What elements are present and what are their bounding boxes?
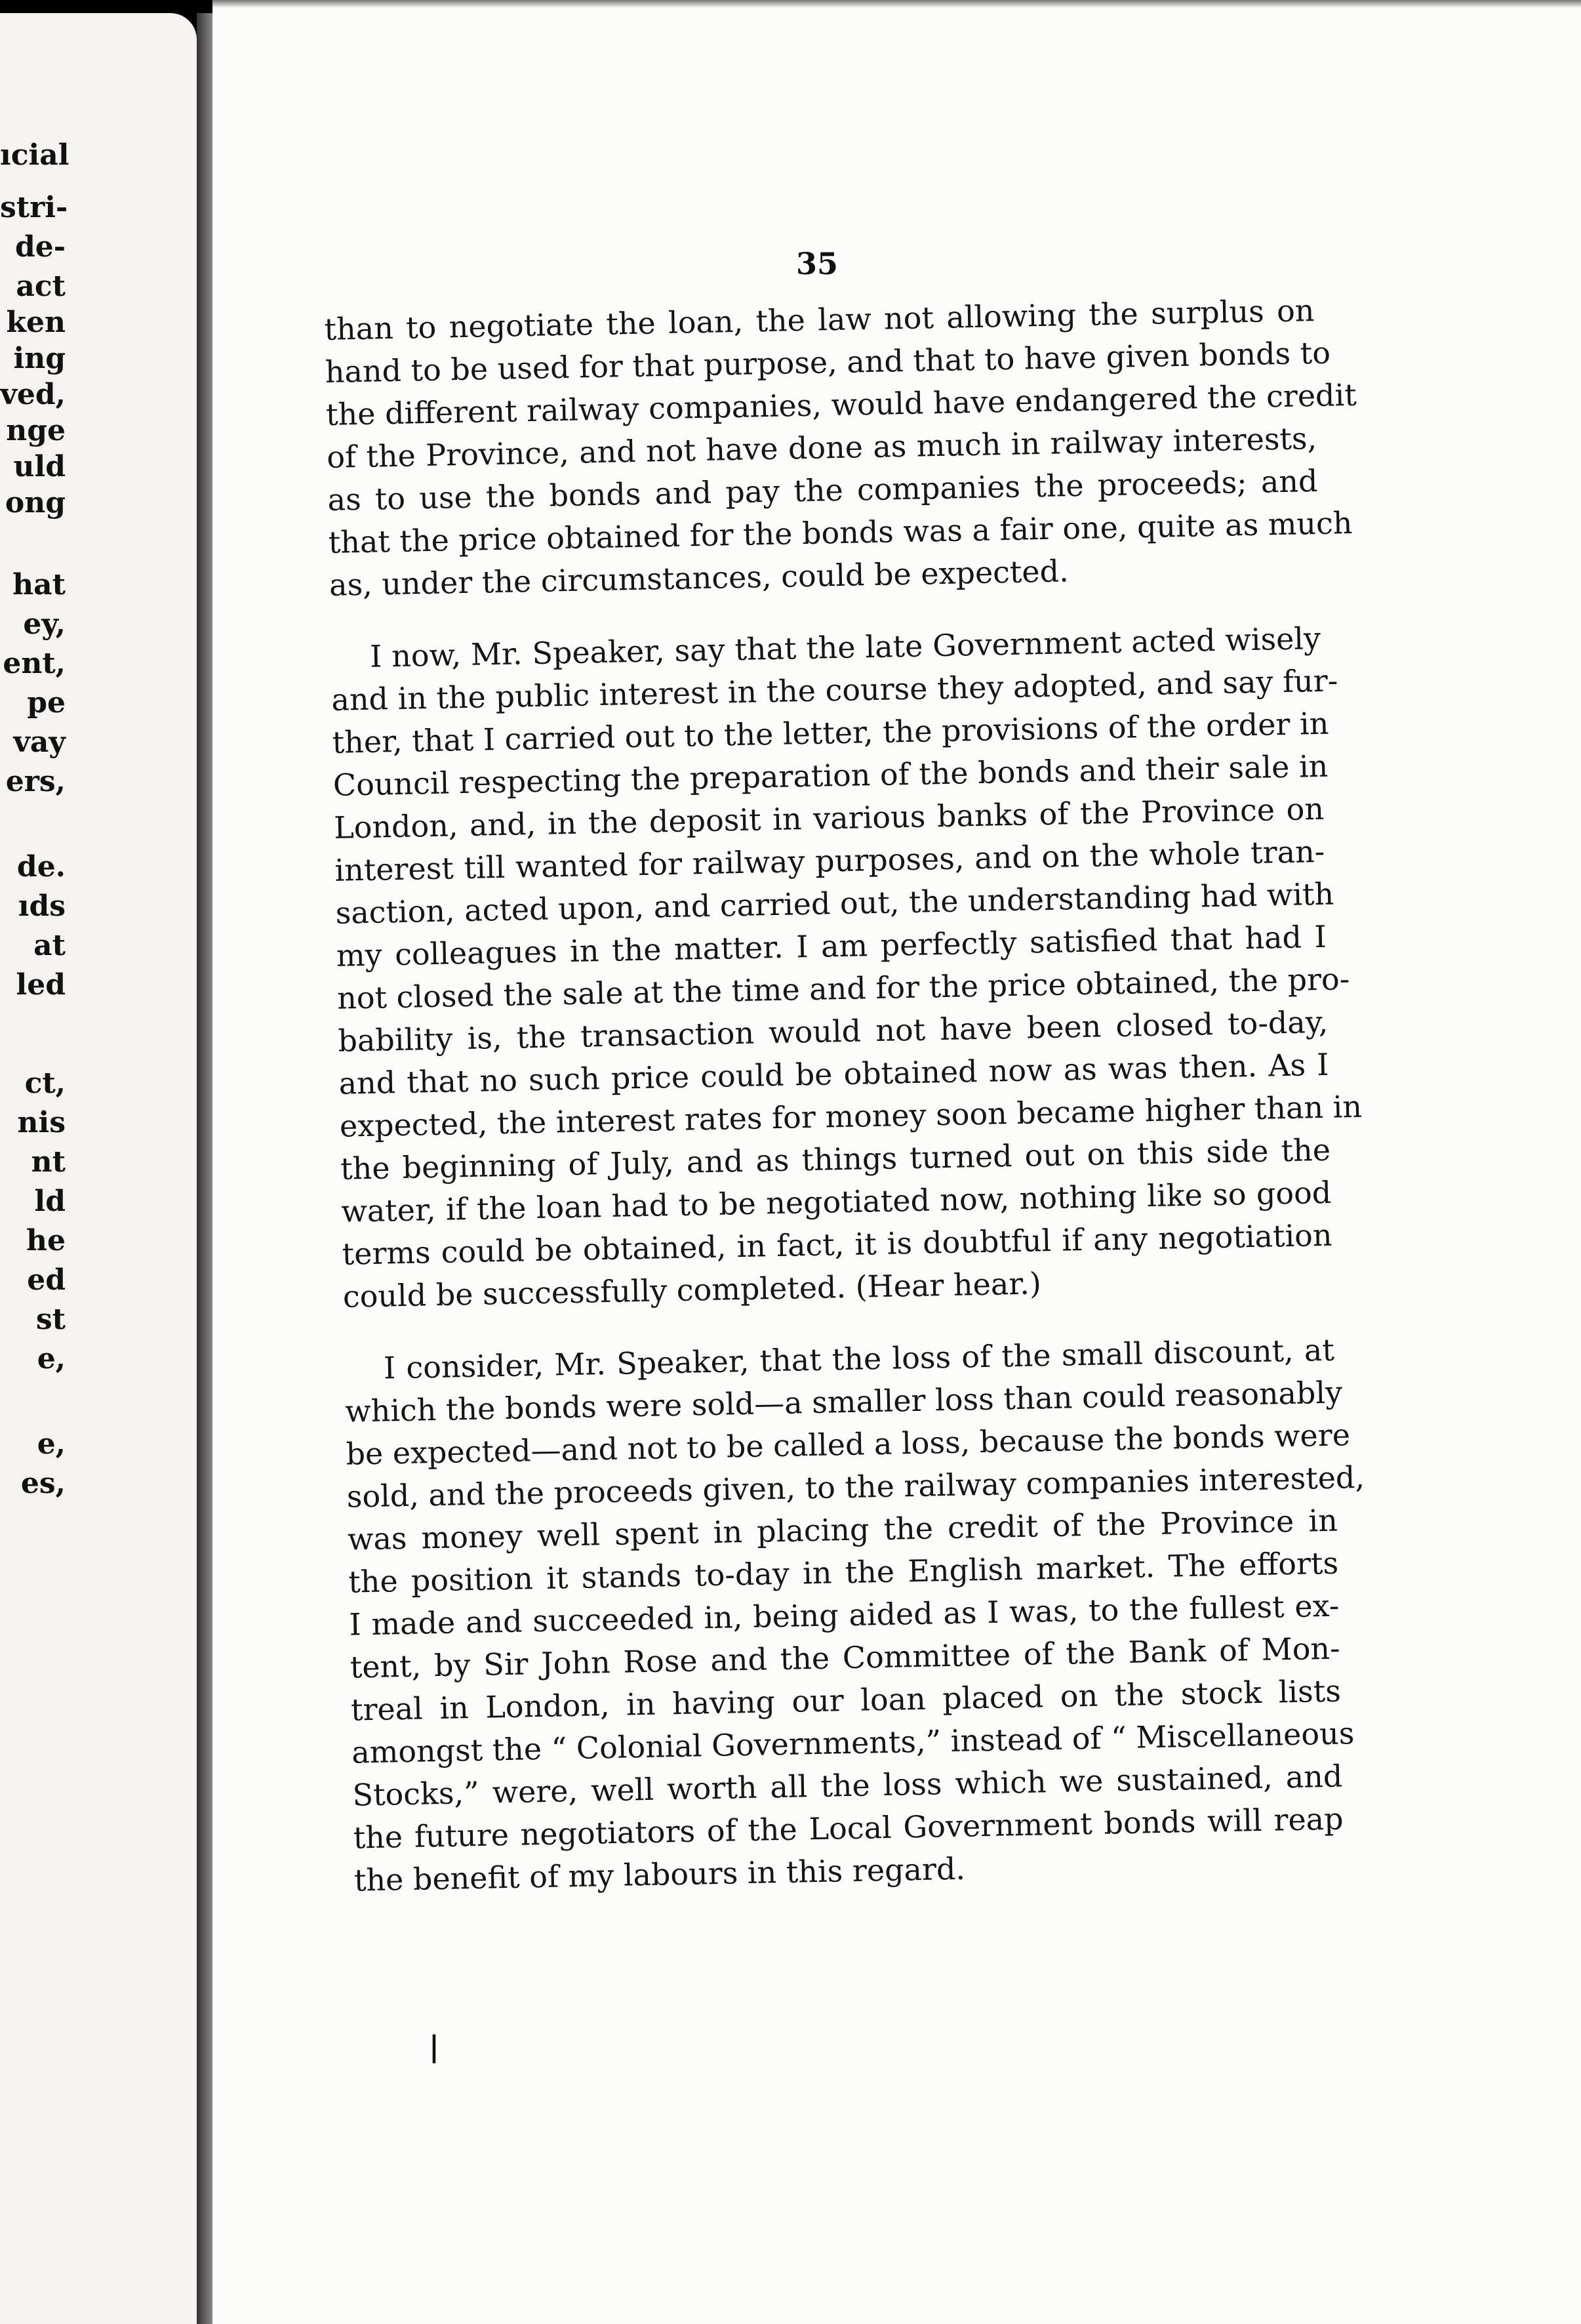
text-line: hand to be used for that purpose, and that to have given bonds to [325,335,1331,390]
facing-page-fragment: ıcial [0,138,70,172]
text-line: the position it stands to-day in the English market. The efforts [348,1545,1339,1600]
facing-page-fragment: act [16,270,66,303]
paragraph [324,285,1562,607]
page-top-shadow [212,0,1581,8]
facing-page-fragment: nis [17,1106,66,1139]
text-line: treal in London, in having our loan placed on the stock lists [350,1673,1342,1728]
text-line: as, under the circumstances, could be expected. [329,553,1070,603]
text-line: my colleagues in the matter. I am perfectly satisfied that had I [336,918,1327,973]
facing-page-fragment: vay [13,725,66,759]
facing-page-fragment: pe [27,686,66,720]
text-line: than to negotiate the loan, the law not allowing the surplus on [324,293,1315,347]
facing-page-fragment: de. [16,850,66,884]
text-line: was money well spent in placing the credit of the Province in [347,1502,1338,1557]
facing-page-fragment: ong [5,486,66,520]
text-line: which the bonds were sold—a smaller loss than could reasonably [344,1374,1343,1429]
facing-page-fragment: ct, [24,1067,66,1100]
page-gutter [197,13,212,2324]
body-text [324,285,1581,1902]
facing-page-fragment: ken [6,306,66,339]
text-line: expected, the interest rates for money soon became higher than in [339,1088,1363,1144]
text-line: sold, and the proceeds given, to the railway companies interested, [346,1459,1365,1515]
text-line: the different railway companies, would have endangered the credit [325,377,1357,432]
text-line: as to use the bonds and pay the companies the proceeds; and [327,462,1318,518]
text-line: and that no such price could be obtained now as was then. As I [338,1046,1329,1101]
facing-page-fragment: stri- [0,191,68,224]
text-line: could be successfully completed. (Hear hear.) [342,1265,1042,1315]
text-line: be expected—and not to be called a loss, because the bonds were [346,1417,1351,1472]
facing-page [0,13,197,2324]
text-line: bability is, the transaction would not have been closed to-day, [337,1004,1329,1059]
text-line: I consider, Mr. Speaker, that the loss of the small discount, at [383,1332,1335,1386]
facing-page-fragment: ers, [5,765,66,798]
facing-page-fragment: es, [20,1467,66,1500]
text-line: I made and succeeded in, being aided as I was, to the fullest ex- [349,1587,1340,1642]
text-line: the beginning of July, and as things turned out on this side the [340,1131,1331,1187]
facing-page-fragment: de- [14,230,66,264]
text-line: not closed the sale at the time and for the price obtained, the pro- [336,961,1350,1016]
facing-page-fragment: ey, [23,607,66,641]
document-page [212,0,1581,2324]
facing-page-fragment: ld [34,1185,66,1218]
text-line: of the Province, and not have done as much in railway interests, [326,420,1317,475]
margin-mark: | [429,2030,440,2064]
text-line: tent, by Sir John Rose and the Committee of the Bank of Mon- [350,1630,1341,1685]
text-line: London, and, in the deposit in various banks of the Province on [333,790,1325,846]
text-line: that the price obtained for the bonds was a fair one, quite as much [328,504,1353,560]
text-line: Council respecting the preparation of the bonds and their sale in [332,748,1329,803]
facing-page-fragment: uld [13,450,66,483]
text-line: amongst the “ Colonial Governments,” instead of “ Miscellaneous [351,1715,1355,1770]
facing-page-fragment: ved, [0,378,66,411]
paragraph [330,613,1576,1318]
facing-page-fragment: e, [37,1427,66,1461]
facing-page-fragment: ıds [18,889,66,923]
paragraph [344,1324,1581,1902]
facing-page-fragment: he [26,1224,66,1257]
text-line: terms could be obtained, in fact, it is doubtful if any negotiation [342,1217,1332,1272]
facing-page-fragment: at [33,929,66,962]
text-line: interest till wanted for railway purposes, and on the whole tran- [334,833,1325,888]
text-line: Stocks,” were, well worth all the loss which we sustained, and [352,1758,1343,1813]
facing-page-fragment: ed [27,1263,66,1297]
facing-page-fragment: ent, [3,647,66,680]
facing-page-fragment: e, [37,1342,66,1376]
text-line: and in the public interest in the course they adopted, and say fur- [330,663,1338,718]
facing-page-fragment: nge [6,414,66,447]
text-line: ther, that I carried out to the letter, the provisions of the order in [332,705,1329,760]
text-line: the benefit of my labours in this regard. [353,1850,966,1898]
text-line: water, if the loan had to be negotiated now, nothing like so good [340,1174,1332,1229]
facing-page-fragment: st [35,1303,66,1336]
page-number: 35 [796,246,839,281]
facing-page-fragment: ing [13,342,66,375]
text-line: the future negotiators of the Local Government bonds will reap [353,1801,1344,1856]
text-line: I now, Mr. Speaker, say that the late Government acted wisely [369,620,1321,674]
facing-page-fragment: hat [12,568,66,601]
facing-page-fragment: nt [31,1145,66,1179]
text-line: saction, acted upon, and carried out, the understanding had with [335,876,1334,931]
facing-page-fragment: led [16,968,66,1002]
